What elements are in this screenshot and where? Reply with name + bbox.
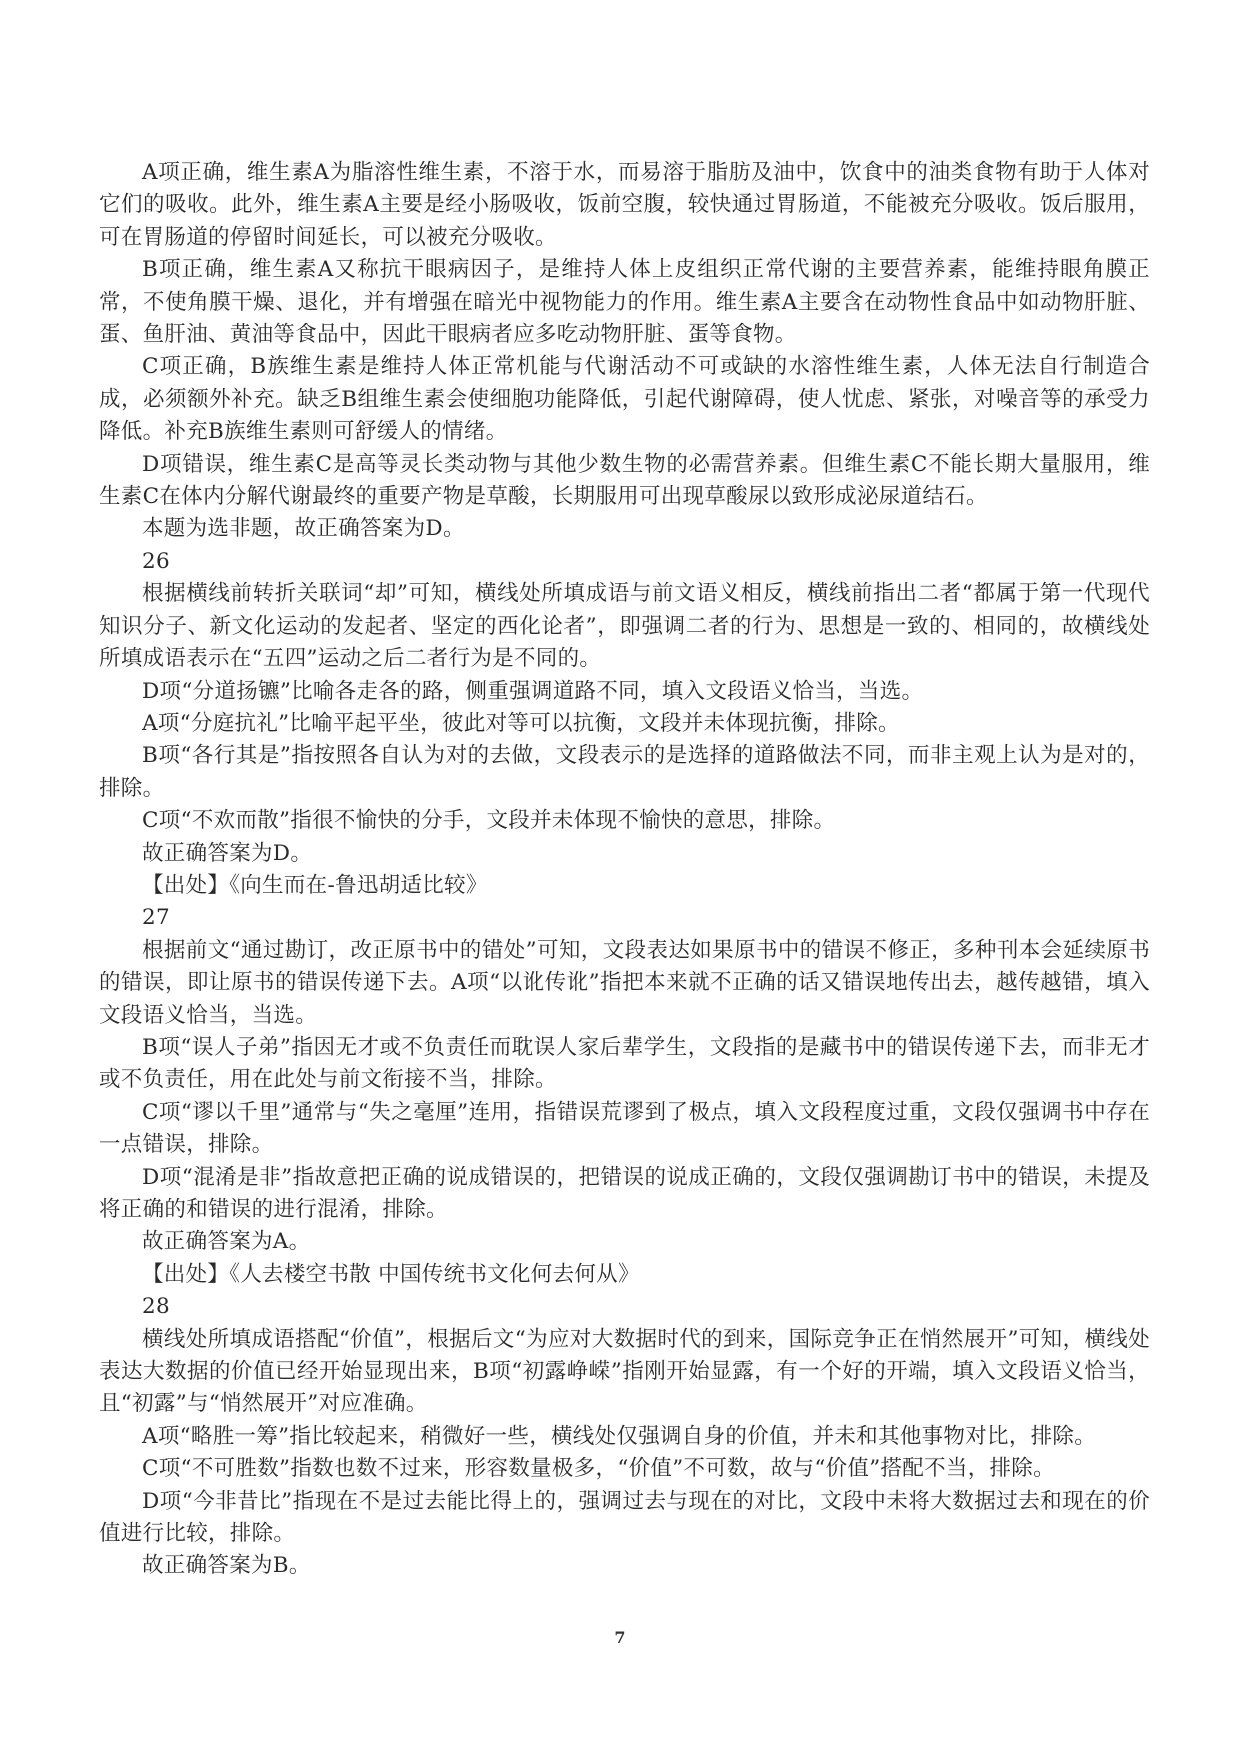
page-number: 7 (614, 1628, 626, 1647)
answer-28: 故正确答案为B。 (142, 1553, 311, 1579)
question-number-27: 27 (142, 905, 170, 931)
question-number-26: 26 (142, 548, 170, 574)
option-c-26: C项“不欢而散”指很不愉快的分手，文段并未体现不愉快的意思，排除。 (142, 808, 836, 834)
option-d-27: D项“混淆是非”指故意把正确的说成错误的，把错误的说成正确的，文段仅强调勘订书中的错误，未提及将正确的和错误的进行混淆，排除。 (99, 1164, 1150, 1222)
source-26: 【出处】《向生而在-鲁迅胡适比较》 (142, 872, 488, 898)
option-b-27: B项“误人子弟”指因无才或不负责任而耽误人家后辈学生，文段指的是藏书中的错误传递下去，而非无才或不负责任，用在此处与前文衔接不当，排除。 (99, 1034, 1150, 1093)
document-body (99, 157, 1150, 1583)
option-d-28: D项“今非昔比”指现在不是过去能比得上的，强调过去与现在的对比，文段中未将大数据过去和现在的价值进行比较，排除。 (99, 1488, 1150, 1547)
paragraph-option-c-vitamin: C项正确，B族维生素是维持人体正常机能与代谢活动不可或缺的水溶性维生素，人体无法自行制造合成，必须额外补充。缺乏B组维生素会使细胞功能降低，引起代谢障碍，使人忧虑、紧张，对噪音等的承受力降低。补充B族维生素则可舒缓人的情绪。 (99, 354, 1150, 445)
answer-25: 本题为选非题，故正确答案为D。 (142, 516, 465, 542)
source-27: 【出处】《人去楼空书散 中国传统书文化何去何从》 (142, 1261, 640, 1287)
paragraph-option-d-vitamin: D项错误，维生素C是高等灵长类动物与其他少数生物的必需营养素。但维生素C不能长期大量服用，维生素C在体内分解代谢最终的重要产物是草酸，长期服用可出现草酸尿以致形成泌尿道结石。 (99, 451, 1150, 510)
option-a-28: A项“略胜一筹”指比较起来，稍微好一些，横线处仅强调自身的价值，并未和其他事物对比，排除。 (142, 1423, 1097, 1449)
paragraph-option-a-vitamin: A项正确，维生素A为脂溶性维生素，不溶于水，而易溶于脂肪及油中，饮食中的油类食物有助于人体对它们的吸收。此外，维生素A主要是经小肠吸收，饭前空腹，较快通过胃肠道，不能被充分吸收。饭后服用，可在胃肠道的停留时间延长，可以被充分吸收。 (99, 160, 1150, 250)
option-c-27: C项“谬以千里”通常与“失之毫厘”连用，指错误荒谬到了极点，填入文段程度过重，文段仅强调书中存在一点错误，排除。 (99, 1099, 1150, 1158)
analysis-28: 横线处所填成语搭配“价值”，根据后文“为应对大数据时代的到来，国际竞争正在悄然展开”可知，横线处表达大数据的价值已经开始显现出来，B项“初露峥嵘”指刚开始显露，有一个好的开端，填入文段语义恰当，且“初露”与“悄然展开”对应准确。 (99, 1326, 1150, 1417)
answer-26: 故正确答案为D。 (142, 840, 313, 866)
answer-27: 故正确答案为A。 (142, 1229, 311, 1255)
analysis-26: 根据横线前转折关联词“却”可知，横线处所填成语与前文语义相反，横线前指出二者“都属于第一代现代知识分子、新文化运动的发起者、坚定的西化论者”，即强调二者的行为、思想是一致的、相同的，故横线处所填成语表示在“五四”运动之后二者行为是不同的。 (99, 581, 1150, 672)
option-c-28: C项“不可胜数”指数也数不过来，形容数量极多，“价值”不可数，故与“价值”搭配不当，排除。 (142, 1456, 1055, 1482)
option-d-26: D项“分道扬镳”比喻各走各的路，侧重强调道路不同，填入文段语义恰当，当选。 (142, 678, 924, 704)
question-number-28: 28 (142, 1294, 170, 1320)
option-a-26: A项“分庭抗礼”比喻平起平坐，彼此对等可以抗衡，文段并未体现抗衡，排除。 (142, 710, 900, 736)
option-b-26: B项“各行其是”指按照各自认为对的去做，文段表示的是选择的道路做法不同，而非主观上认为是对的，排除。 (99, 743, 1150, 801)
paragraph-option-b-vitamin: B项正确，维生素A又称抗干眼病因子，是维持人体上皮组织正常代谢的主要营养素，能维持眼角膜正常，不使角膜干燥、退化，并有增强在暗光中视物能力的作用。维生素A主要含在动物性食品中如动物肝脏、蛋、鱼肝油、黄油等食品中，因此干眼病者应多吃动物肝脏、蛋等食物。 (99, 257, 1150, 348)
analysis-27: 根据前文“通过勘订，改正原书中的错处”可知，文段表达如果原书中的错误不修正，多种刊本会延续原书的错误，即让原书的错误传递下去。A项“以讹传讹”指把本来就不正确的话又错误地传出去，越传越错，填入文段语义恰当，当选。 (99, 937, 1150, 1028)
